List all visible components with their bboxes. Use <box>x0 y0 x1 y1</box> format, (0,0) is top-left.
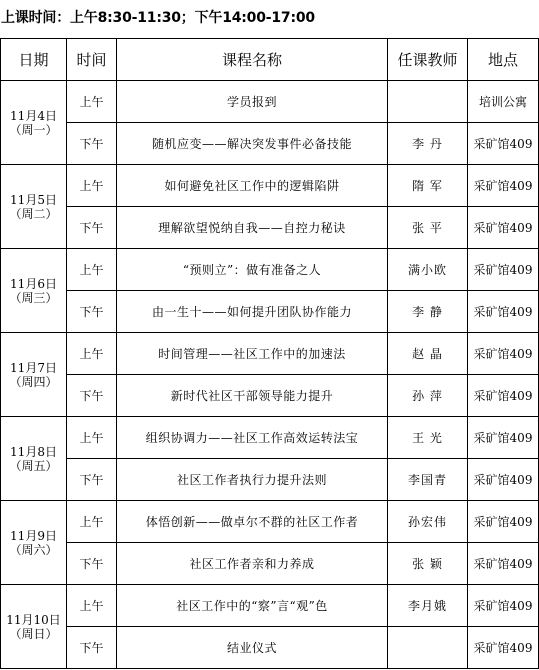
course-cell: 理解欲望悦纳自我——自控力秘诀 <box>117 207 388 249</box>
period-cell: 下午 <box>67 627 117 669</box>
period-cell: 上午 <box>67 249 117 291</box>
course-cell: 社区工作中的“察”言“观”色 <box>117 585 388 627</box>
location-cell: 采矿馆409 <box>468 207 539 249</box>
day-weekday: （周三） <box>9 290 58 305</box>
course-cell: 组织协调力——社区工作高效运转法宝 <box>117 417 388 459</box>
day-date: 11月5日 <box>10 192 57 207</box>
schedule-table <box>0 38 539 669</box>
period-cell: 上午 <box>67 165 117 207</box>
period-cell: 上午 <box>67 585 117 627</box>
course-cell: 社区工作者执行力提升法则 <box>117 459 388 501</box>
teacher-cell: 隋 军 <box>388 165 468 207</box>
day-weekday: （周四） <box>9 374 58 389</box>
table-row <box>1 165 539 207</box>
teacher-cell: 王 光 <box>388 417 468 459</box>
teacher-cell: 孙宏伟 <box>388 501 468 543</box>
table-row <box>1 249 539 291</box>
period-cell: 上午 <box>67 333 117 375</box>
teacher-cell: 张 平 <box>388 207 468 249</box>
period-cell: 上午 <box>67 501 117 543</box>
course-cell: 结业仪式 <box>117 627 388 669</box>
day-weekday: （周五） <box>9 458 58 473</box>
location-cell: 采矿馆409 <box>468 123 539 165</box>
location-cell: 采矿馆409 <box>468 459 539 501</box>
day-date-cell <box>1 333 67 417</box>
period-cell: 下午 <box>67 543 117 585</box>
period-cell: 下午 <box>67 375 117 417</box>
location-cell: 采矿馆409 <box>468 627 539 669</box>
period-cell: 上午 <box>67 81 117 123</box>
day-date: 11月6日 <box>10 276 57 291</box>
day-date: 11月10日 <box>6 612 61 627</box>
location-cell: 采矿馆409 <box>468 543 539 585</box>
location-cell: 采矿馆409 <box>468 249 539 291</box>
course-cell: 如何避免社区工作中的逻辑陷阱 <box>117 165 388 207</box>
day-weekday: （周二） <box>9 206 58 221</box>
course-cell: 时间管理——社区工作中的加速法 <box>117 333 388 375</box>
teacher-cell: 李国青 <box>388 459 468 501</box>
day-weekday: （周日） <box>9 626 58 641</box>
day-date-cell <box>1 249 67 333</box>
teacher-cell: 满小欧 <box>388 249 468 291</box>
table-row <box>1 459 539 501</box>
teacher-cell: 李 丹 <box>388 123 468 165</box>
course-cell: “预则立”：做有准备之人 <box>117 249 388 291</box>
header-row <box>1 39 539 81</box>
course-cell: 由一生十——如何提升团队协作能力 <box>117 291 388 333</box>
header-date: 日期 <box>1 39 67 81</box>
day-date-cell <box>1 585 67 669</box>
period-cell: 下午 <box>67 459 117 501</box>
day-weekday: （周六） <box>9 542 58 557</box>
table-row <box>1 417 539 459</box>
period-cell: 下午 <box>67 291 117 333</box>
day-date: 11月8日 <box>10 444 57 459</box>
course-cell: 随机应变——解决突发事件必备技能 <box>117 123 388 165</box>
header-teacher: 任课教师 <box>388 39 468 81</box>
course-cell: 学员报到 <box>117 81 388 123</box>
location-cell: 培训公寓 <box>468 81 539 123</box>
teacher-cell: 张 颖 <box>388 543 468 585</box>
teacher-cell: 孙 萍 <box>388 375 468 417</box>
table-row <box>1 333 539 375</box>
table-row <box>1 207 539 249</box>
location-cell: 采矿馆409 <box>468 165 539 207</box>
teacher-cell: 李 静 <box>388 291 468 333</box>
location-cell: 采矿馆409 <box>468 417 539 459</box>
day-date-cell <box>1 81 67 165</box>
day-weekday: （周一） <box>9 122 58 137</box>
table-row <box>1 291 539 333</box>
day-date-cell <box>1 165 67 249</box>
day-date-cell <box>1 501 67 585</box>
location-cell: 采矿馆409 <box>468 501 539 543</box>
day-date: 11月9日 <box>10 528 57 543</box>
course-cell: 新时代社区干部领导能力提升 <box>117 375 388 417</box>
location-cell: 采矿馆409 <box>468 291 539 333</box>
table-row <box>1 123 539 165</box>
day-date: 11月4日 <box>10 108 57 123</box>
location-cell: 采矿馆409 <box>468 333 539 375</box>
table-row <box>1 585 539 627</box>
teacher-cell <box>388 81 468 123</box>
teacher-cell <box>388 627 468 669</box>
day-date: 11月7日 <box>10 360 57 375</box>
location-cell: 采矿馆409 <box>468 585 539 627</box>
location-cell: 采矿馆409 <box>468 375 539 417</box>
period-cell: 上午 <box>67 417 117 459</box>
header-course: 课程名称 <box>117 39 388 81</box>
course-cell: 社区工作者亲和力养成 <box>117 543 388 585</box>
teacher-cell: 李月娥 <box>388 585 468 627</box>
course-cell: 体悟创新——做卓尔不群的社区工作者 <box>117 501 388 543</box>
table-row <box>1 501 539 543</box>
table-row <box>1 627 539 669</box>
table-row <box>1 543 539 585</box>
period-cell: 下午 <box>67 207 117 249</box>
header-location: 地点 <box>468 39 539 81</box>
table-row <box>1 375 539 417</box>
schedule-hours: 上课时间：上午8:30-11:30；下午14:00-17:00 <box>1 10 315 26</box>
table-row <box>1 81 539 123</box>
period-cell: 下午 <box>67 123 117 165</box>
day-date-cell <box>1 417 67 501</box>
teacher-cell: 赵 晶 <box>388 333 468 375</box>
header-period: 时间 <box>67 39 117 81</box>
